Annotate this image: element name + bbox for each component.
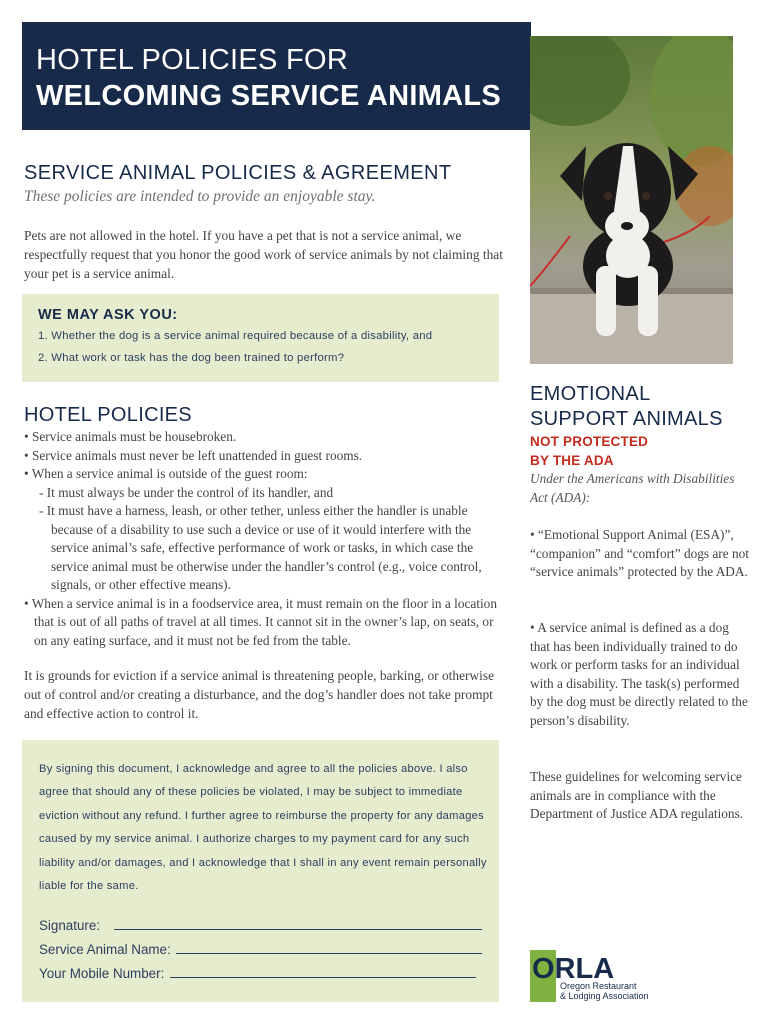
svg-text:& Lodging Association: & Lodging Association bbox=[560, 991, 649, 1001]
animal-name-row bbox=[39, 942, 482, 957]
compliance-note: These guidelines for welcoming service animals are in compliance with the Department of Justice ADA regulations. bbox=[530, 769, 744, 821]
animal-name-field[interactable] bbox=[176, 942, 482, 954]
signature-label: Signature: bbox=[39, 918, 101, 933]
svg-text:ORLA: ORLA bbox=[532, 953, 615, 985]
policy-item: • Service animals must be housebroken. bbox=[24, 429, 237, 444]
policy-item: • Service animals must never be left unattended in guest rooms. bbox=[24, 447, 363, 463]
policy-subitem: - It must always be under the control of its handler, and bbox=[39, 484, 334, 500]
svg-text:Oregon Restaurant: Oregon Restaurant bbox=[560, 981, 637, 991]
policy-subitem: - It must have a harness, leash, or other tether, unless either the handler is unable because of a disability to use such a device or use of it would interfere with the service animal’s safe, effective performance of work or tasks, in which case the service animal must be otherwise under the handler’s control (e.g., voice control, signals, or other effective means). bbox=[39, 503, 482, 592]
hotel-policies-list bbox=[24, 428, 500, 650]
agreement-statement: By signing this document, I acknowledge and agree to all the policies above. I also agree that should any of these policies be violated, I may be subject to immediate eviction without any refund. I further agree to reimburse the property for any damages caused by my service animal. I authorize charges to my payment card for any such liability and/or damages, and I acknowledge that I shall in any event remain personally liable for the same. bbox=[39, 763, 487, 893]
signature-field[interactable] bbox=[114, 918, 482, 930]
agreement-subtitle: These policies are intended to provide an enjoyable stay. bbox=[24, 188, 376, 205]
ask-title: WE MAY ASK YOU: bbox=[38, 307, 178, 323]
agreement-title: SERVICE ANIMAL POLICIES & AGREEMENT bbox=[24, 162, 452, 184]
animal-name-label: Service Animal Name: bbox=[39, 942, 171, 957]
intro-paragraph: Pets are not allowed in the hotel. If you have a pet that is not a service animal, we respectfully request that you honor the good work of service animals by not claiming that your pet is a service animal. bbox=[24, 228, 503, 281]
eviction-paragraph: It is grounds for eviction if a service animal is threatening people, barking, or otherwise out of control and/or creating a disturbance, and the dog’s handler does not take prompt and effective action to control it. bbox=[24, 668, 495, 721]
mobile-number-field[interactable] bbox=[170, 966, 476, 978]
esa-point-1: • “Emotional Support Animal (ESA)”, “companion” and “comfort” dogs are not “service animals” protected by the ADA. bbox=[530, 527, 749, 579]
signature-row bbox=[39, 918, 482, 933]
esa-title: EMOTIONAL SUPPORT ANIMALS bbox=[530, 383, 723, 430]
mobile-label: Your Mobile Number: bbox=[39, 966, 165, 981]
page-title-line1: HOTEL POLICIES FOR bbox=[36, 44, 349, 76]
ask-question-2: 2. What work or task has the dog been trained to perform? bbox=[38, 352, 345, 364]
ask-question-1: 1. Whether the dog is a service animal required because of a disability, and bbox=[38, 330, 433, 342]
policy-item: • When a service animal is outside of the guest room: bbox=[24, 466, 308, 481]
ada-intro: Under the Americans with Disabilities Act (ADA): bbox=[530, 471, 735, 505]
esa-point-2: • A service animal is defined as a dog that has been individually trained to do work or perform tasks for an individual with a disability. The task(s) performed by the dog must be directly related to the person’s disability. bbox=[530, 620, 748, 728]
mobile-row bbox=[39, 966, 476, 981]
policy-item: • When a service animal is in a foodservice area, it must remain on the floor in a location that is out of all paths of travel at all times. It cannot sit in the owner’s lap, on seats, or on any eating surface, and it must not be fed from the table. bbox=[24, 595, 497, 648]
orla-logo bbox=[530, 950, 670, 1002]
puppy-photo bbox=[530, 36, 733, 364]
not-protected-heading: NOT PROTECTED BY THE ADA bbox=[530, 434, 649, 468]
hotel-policies-title: HOTEL POLICIES bbox=[24, 404, 192, 426]
page-title-line2: WELCOMING SERVICE ANIMALS bbox=[36, 80, 502, 112]
